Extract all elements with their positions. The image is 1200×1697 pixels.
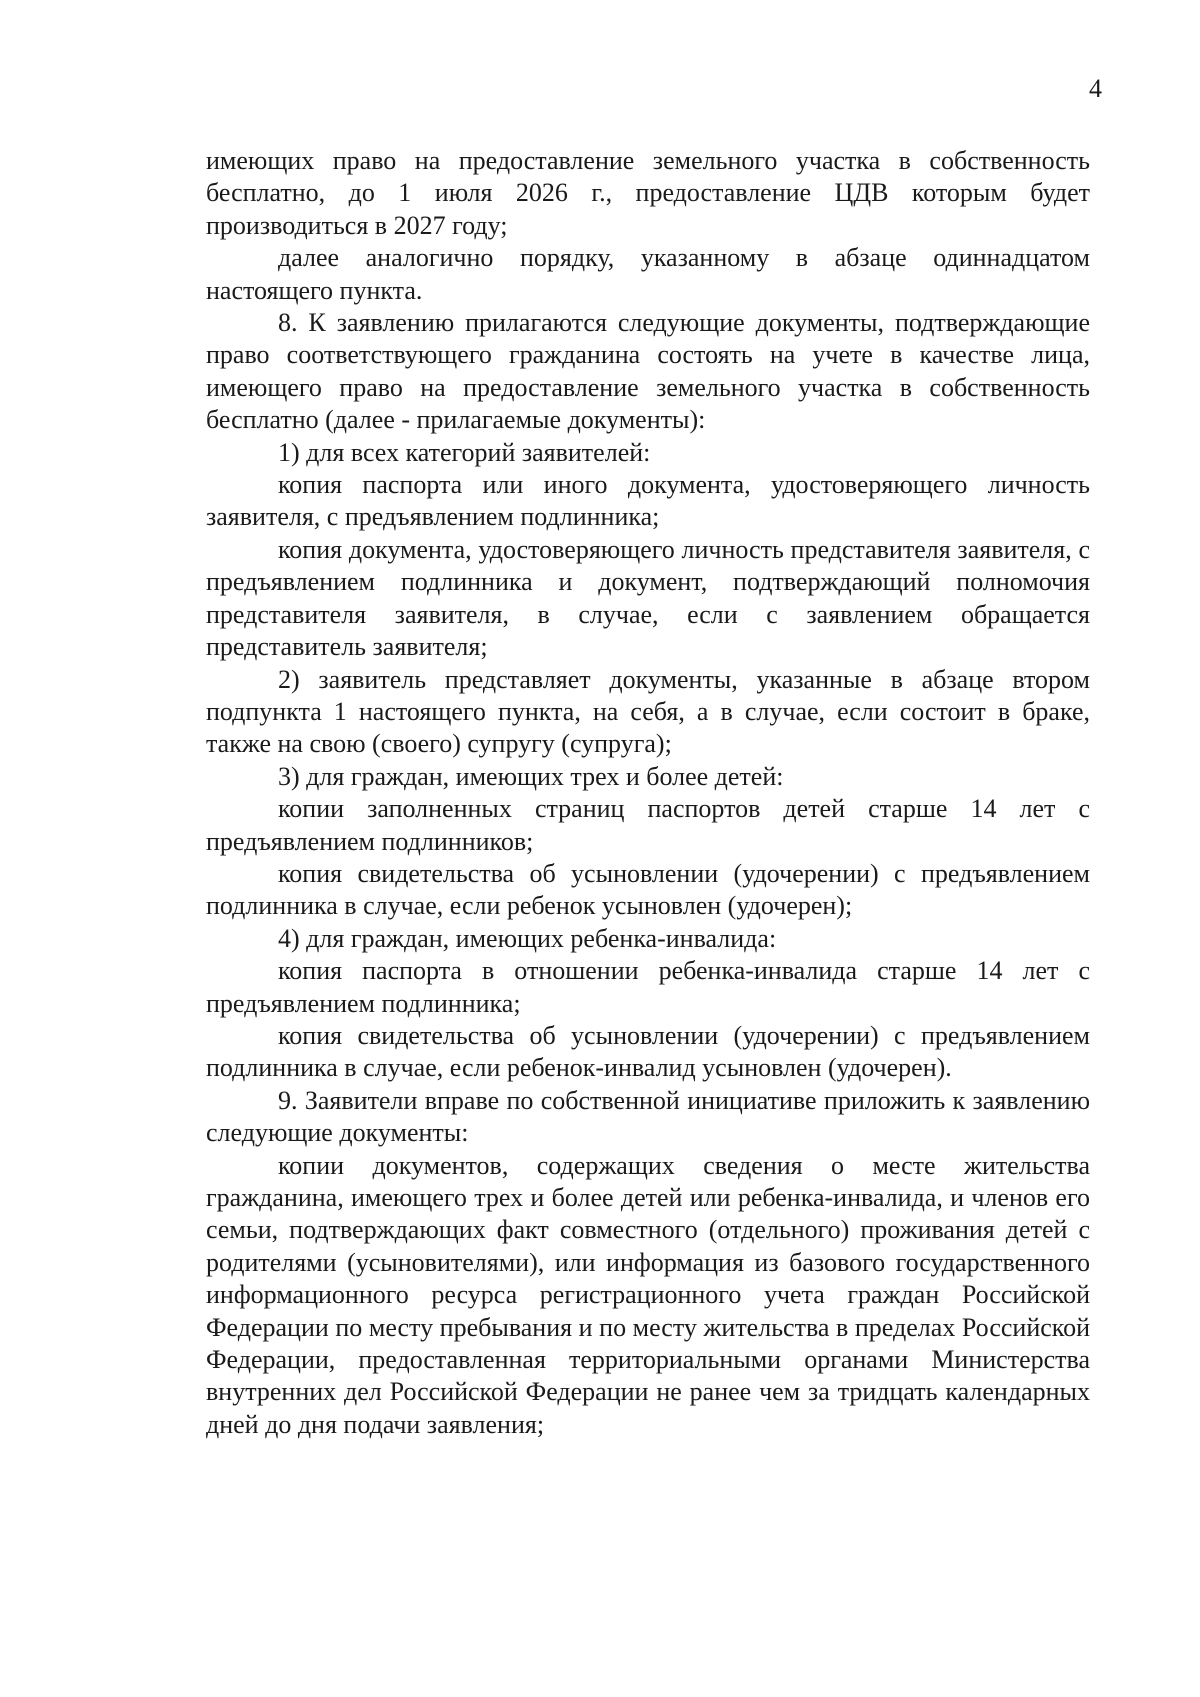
document-body [206,145,1090,1441]
paragraph: 2) заявитель представляет документы, указанные в абзаце втором подпункта 1 настоящего пункта, на себя, а в случае, если состоит в браке, также на свою (своего) супругу (супруга); [206,664,1090,759]
paragraph: 3) для граждан, имеющих трех и более детей: [278,761,784,791]
paragraph: далее аналогично порядку, указанному в абзаце одиннадцатом настоящего пункта. [206,243,1090,305]
paragraph: копия документа, удостоверяющего личность представителя заявителя, с предъявлением подлинника и документ, подтверждающий полномочия представителя заявителя, в случае, если с заявлением обращается представитель заявителя; [206,534,1090,662]
page-number: 4 [1089,74,1102,103]
paragraph: 1) для всех категорий заявителей: [278,437,651,467]
paragraph: копии заполненных страниц паспортов детей старше 14 лет с предъявлением подлинников; [206,794,1090,856]
paragraph: копии документов, содержащих сведения о месте жительства гражданина, имеющего трех и более детей или ребенка-инвалида, и членов его семьи, подтверждающих факт совместного (отдельного) проживания детей с родителями (усыновителями), или информация из базового государственного информационного ресурса регистрационного учета граждан Российской Федерации по месту пребывания и по месту жительства в пределах Российской Федерации, предоставленная территориальными органами Министерства внутренних дел Российской Федерации не ранее чем за тридцать календарных дней до дня подачи заявления; [206,1150,1090,1439]
paragraph: 8. К заявлению прилагаются следующие документы, подтверждающие право соответствующего гражданина состоять на учете в качестве лица, имеющего право на предоставление земельного участка в собственность бесплатно (далее - прилагаемые документы): [206,308,1090,435]
paragraph: 4) для граждан, имеющих ребенка-инвалида: [278,923,777,953]
paragraph: копия свидетельства об усыновлении (удочерении) с предъявлением подлинника в случае, если ребенок-инвалид усыновлен (удочерен). [206,1020,1090,1083]
paragraph: имеющих право на предоставление земельного участка в собственность бесплатно, до 1 июля 2026 г., предоставление ЦДВ которым будет производиться в 2027 году; [206,146,1090,240]
paragraph: копия паспорта или иного документа, удостоверяющего личность заявителя, с предъявлением подлинника; [206,470,1090,532]
paragraph: копия паспорта в отношении ребенка-инвалида старше 14 лет с предъявлением подлинника; [206,956,1090,1018]
paragraph: копия свидетельства об усыновлении (удочерении) с предъявлением подлинника в случае, если ребенок усыновлен (удочерен); [206,858,1090,921]
paragraph: 9. Заявители вправе по собственной инициативе приложить к заявлению следующие документы: [206,1085,1090,1148]
